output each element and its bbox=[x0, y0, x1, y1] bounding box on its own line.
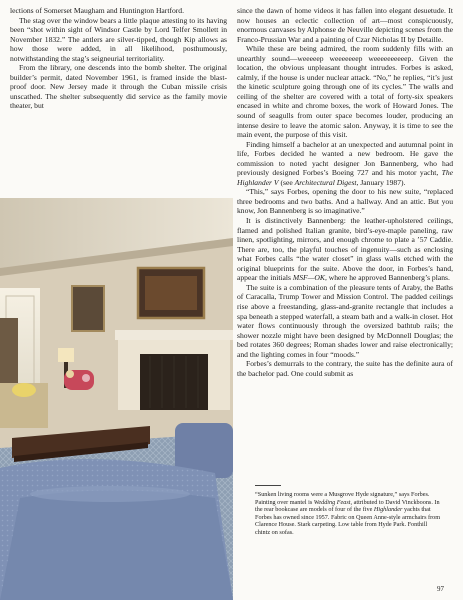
yacht-name: The Highlander V bbox=[237, 168, 453, 187]
paragraph: The stag over the window bears a little plaque attesting to its having been “shot within sight of Windsor Castle by Lord Telfer Smollett in November 1832.” The antlers are silver-tipped, though Kip allows as how those were added, in all likelihood, posthumously, notwithstanding the stag’s seigneurial territoriality. bbox=[10, 15, 227, 63]
paragraph: From the library, one descends into the bomb shelter. The original builder’s permit, dated November 1961, is framed inside the blast-proof door. New Jersey made it through the Cuban missile crisis unscathed. The shelter subsequently did service as the family movie theater, but bbox=[10, 63, 227, 111]
paragraph: While these are being admired, the room suddenly fills with an unearthly sound—weeeeep weeeeeeep weeeeeeeeeep. Given the location, the obvious unpleasant thought intrudes. Forbes is asked, calmly, if the house is under nuclear attack. “No,” he replies, “it’s just the kinetic sculpture going through one of its cycles.” The walls and ceiling of the shelter are covered with a total of forty-six speakers encased in white and chrome boxes, the work of Howard Jones. The sound of seagulls from outer space becomes louder, producing an intense desire to leave the atomic salon. Anyway, it is time to see the main event, the purpose of this visit. bbox=[237, 44, 453, 140]
text-run: Finding himself a bachelor at an unexpected and autumnal point in life, Forbes decided he wanted a new bedroom. He gave the commission to noted yacht designer Jon Bannenberg, who had previously designed Forbes’s Boeing 727 and his motor yacht, bbox=[237, 139, 453, 178]
paragraph: lections of Somerset Maugham and Huntington Hartford. bbox=[10, 6, 184, 15]
text-run: (see bbox=[278, 177, 295, 187]
text-run: , January 1987). bbox=[356, 177, 406, 187]
right-text-column bbox=[237, 6, 453, 378]
paragraph bbox=[237, 216, 453, 283]
paragraph: The suite is a combination of the pleasure tents of Araby, the Baths of Caracalla, Trump Tower and Mission Control. The padded ceilings rise above a freestanding, glass-and-granite rectangle that includes a spa beneath a stepped waterfall, a steam bath and a walk-in closet. Hot water flows continuously through the oversized bathtub rails; the shower nozzle might have been designed by McDonnell Douglas; the bed rotates 360 degrees; Roman shades lower and raise electronically; and the lighting comes in four “moods.” bbox=[237, 282, 453, 359]
caption-text: “Sunken living rooms were a Musgrove Hyde signature,” says Forbes. Painting over mantel is bbox=[255, 491, 430, 506]
photo-caption bbox=[255, 491, 441, 537]
caption-divider bbox=[255, 485, 281, 486]
paragraph: Forbes’s demurrals to the contrary, the suite has the definite aura of the bachelor pad. One could submit as bbox=[237, 359, 453, 378]
caption-text: yachts that Forbes has owned since 1957. Fabric on Queen Anne-style armchairs from Clarence House. Stark carpeting. Low table from Hyde Park. Fonthill chintz on sofas. bbox=[255, 506, 441, 536]
living-room-photo bbox=[0, 198, 233, 600]
fireplace-mantel bbox=[115, 330, 233, 340]
left-text-column bbox=[10, 6, 227, 111]
text-run: It is distinctively Bannenberg: the leather-upholstered ceilings, flamed and polished Italian granite, bird’s-eye-maple paneling, raw linen, spotlighting, mirrors, and enough chrome to plate a ’57 Caddie. There are, too, the playful touches of ingenuity—such as enclosing what Forbes calls “the water closet” in glass walls etched with the original blueprints for the suite. Above the door, in Forbes’s hand, appear the initials bbox=[237, 216, 453, 283]
yacht-class-name: Highlander bbox=[373, 506, 403, 514]
page-number: 97 bbox=[437, 585, 444, 593]
text-run: , where he approved Bannenberg’s plans. bbox=[324, 273, 450, 283]
paragraph: since the dawn of home videos it has fallen into elegant desuetude. It now houses an eclectic collection of art—most conspicuously, enormous canvases by Alphonse de Neuville depicting scenes from the Franco-Prussian War and a painting of Czar Nicholas II by Detaille. bbox=[237, 6, 453, 44]
magazine-name: Architectural Digest bbox=[294, 177, 357, 187]
caption-text: , attributed to David Vinckboons. In the rear bookcase are models of four of the five bbox=[255, 498, 440, 514]
paragraph: “This,” says Forbes, opening the door to his new suite, “replaced three bedrooms and two baths. And a hallway. And an attic. But you know, Jon Bannenberg is so imaginative.” bbox=[237, 187, 453, 216]
paragraph bbox=[237, 140, 453, 188]
side-painting bbox=[72, 286, 104, 331]
painting-title: Wedding Feast bbox=[313, 498, 351, 506]
lamp-shade bbox=[58, 348, 74, 362]
initials: MSF—OK bbox=[292, 273, 325, 283]
